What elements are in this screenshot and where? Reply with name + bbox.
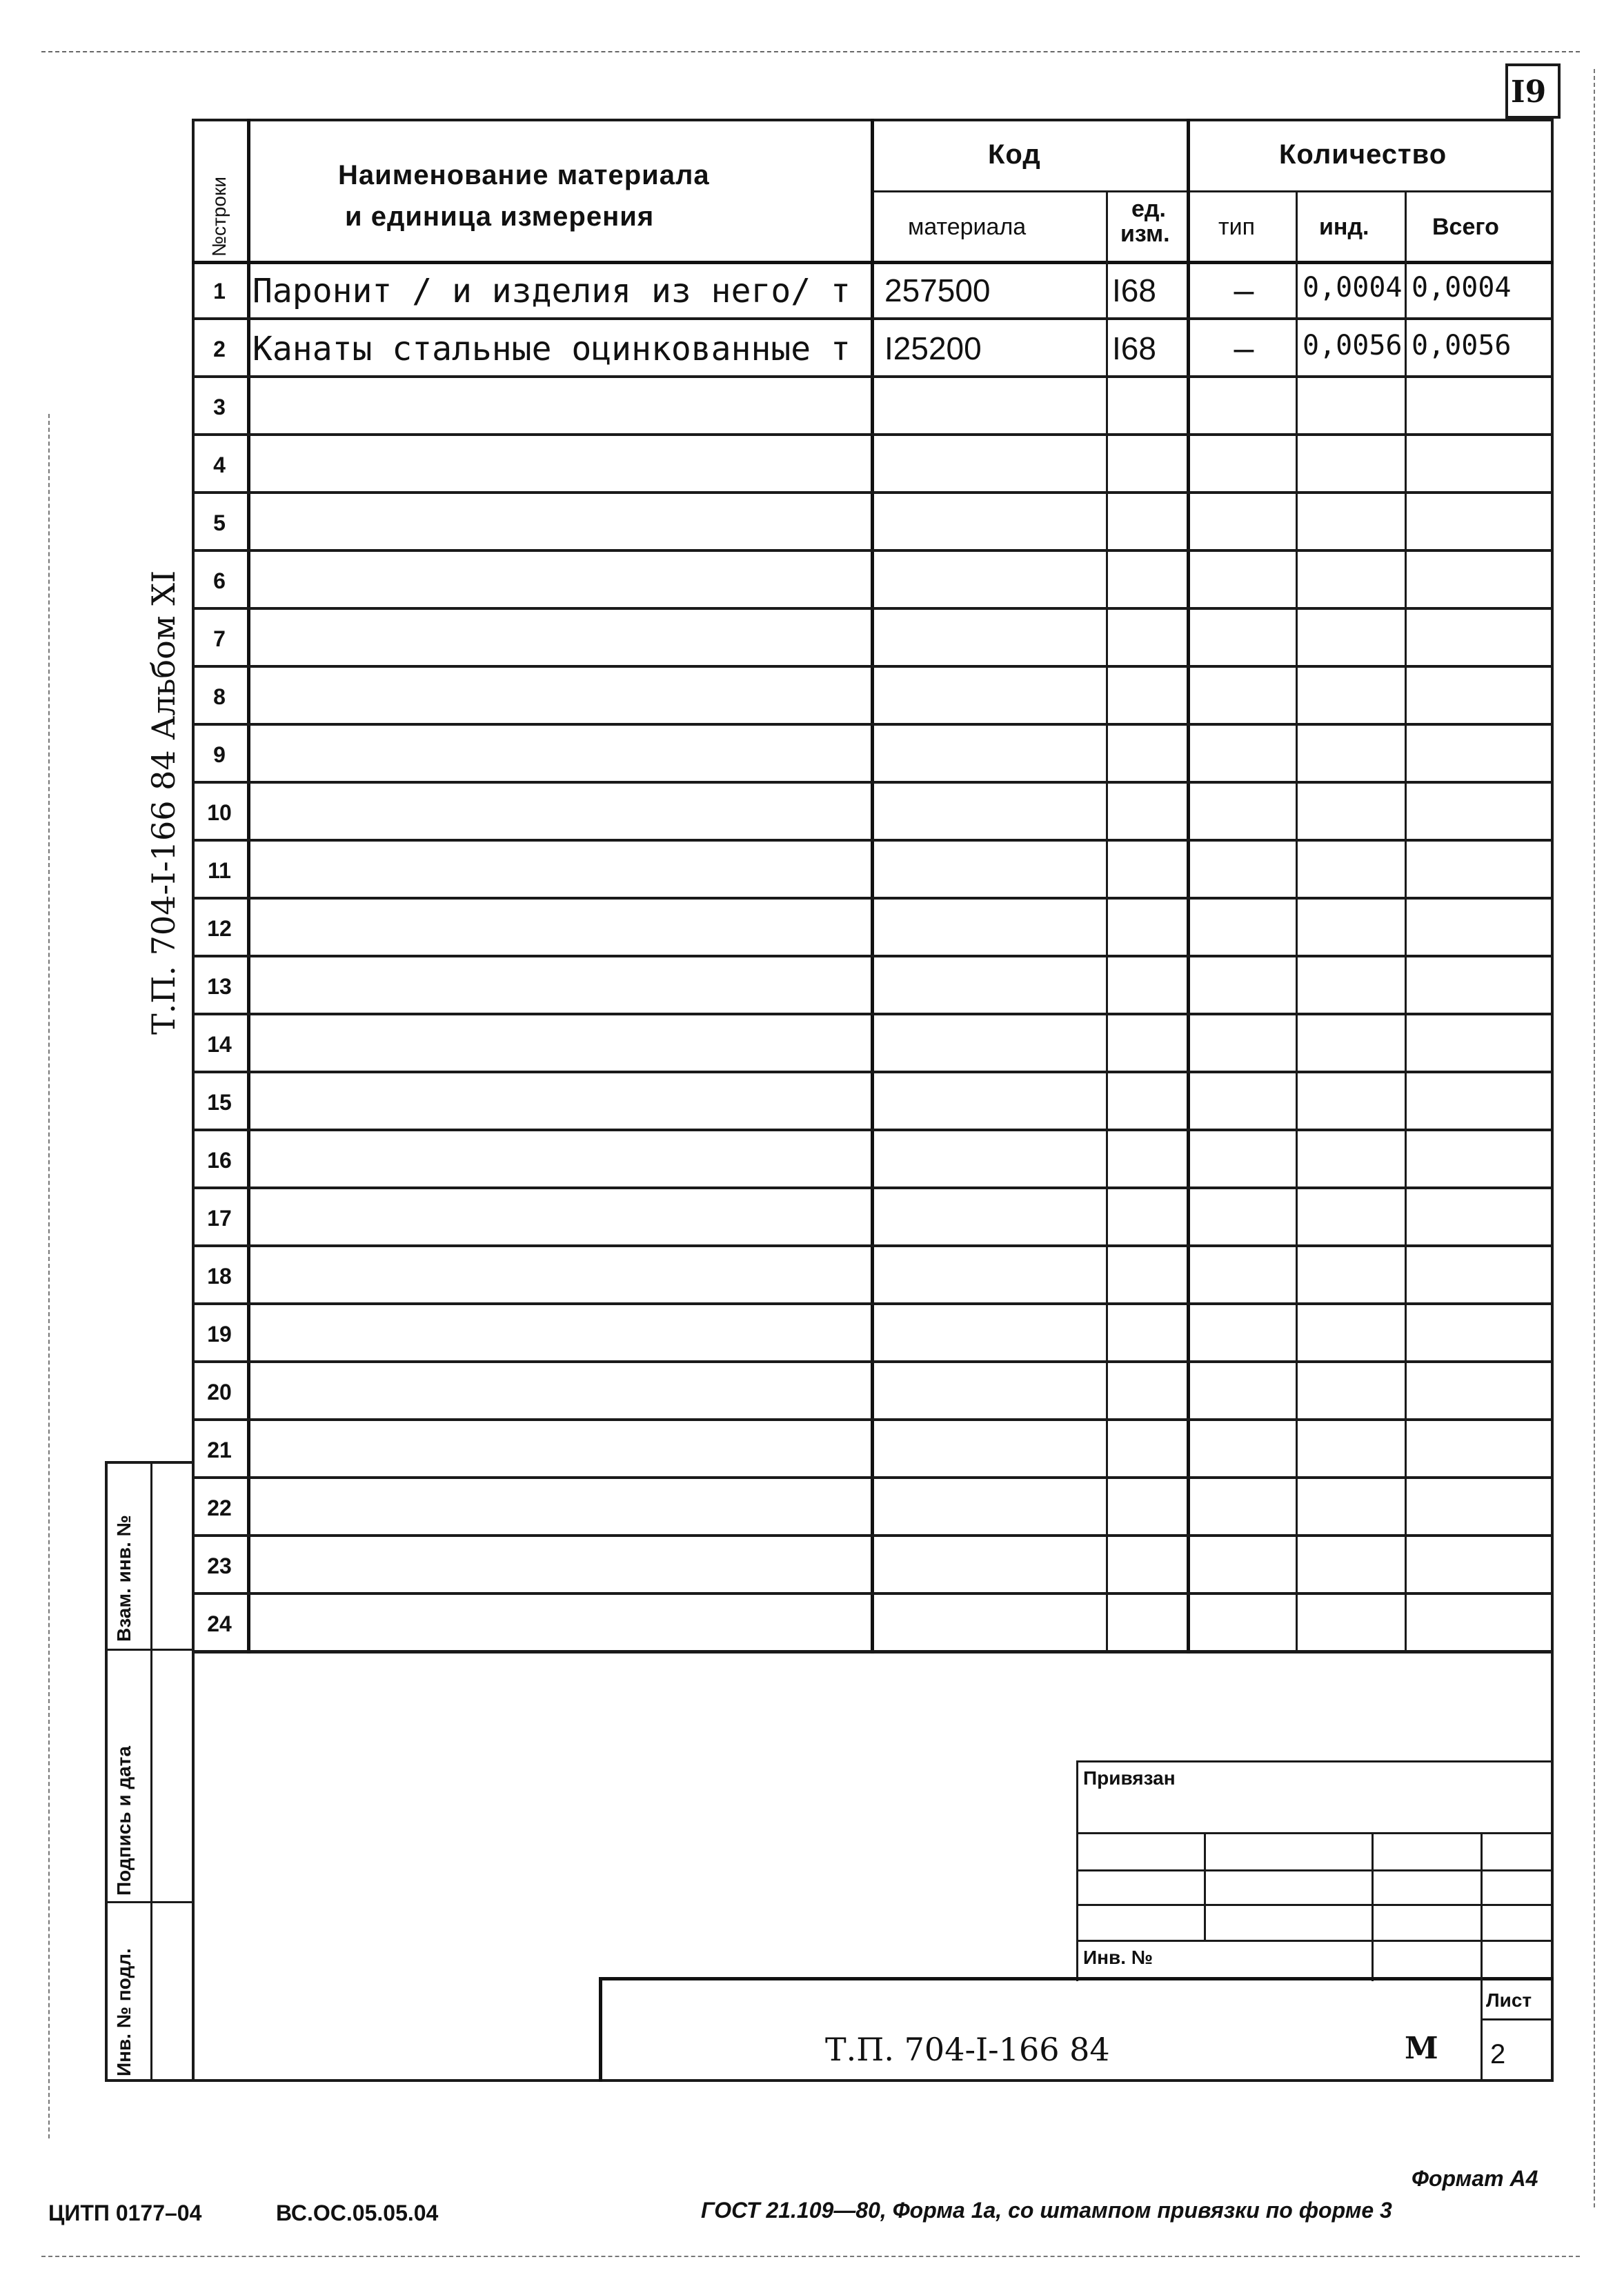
table-row	[192, 552, 1554, 610]
table-row	[192, 1537, 1554, 1595]
header-unit: ед.	[1131, 196, 1166, 222]
footer-mid: ВС.ОС.05.05.04	[276, 2201, 439, 2225]
row-number: 3	[213, 395, 226, 419]
stamp-letter: М	[1405, 2031, 1438, 2066]
row-number: 9	[213, 742, 226, 767]
row-number: 21	[207, 1438, 232, 1462]
row-number: 5	[213, 510, 226, 535]
header-name-line2: и единица измерения	[345, 201, 655, 232]
table-body	[192, 262, 1554, 1654]
page-left-edge	[48, 414, 51, 2138]
row-number: 23	[207, 1553, 232, 1578]
table-row	[192, 1131, 1554, 1189]
row-number: 20	[207, 1380, 232, 1404]
table-row	[192, 784, 1554, 842]
table-row	[192, 494, 1554, 552]
row-number: 8	[213, 684, 226, 709]
row-number: 22	[207, 1496, 232, 1520]
row-number: 14	[207, 1032, 232, 1057]
table-row	[192, 436, 1554, 494]
footer-right: ГОСТ 21.109—80, Форма 1а, со штампом привязки по форме 3	[701, 2198, 1392, 2223]
table-row	[192, 320, 1554, 378]
table-row	[192, 1363, 1554, 1421]
stamp-list-value: 2	[1490, 2039, 1506, 2069]
page-bottom-edge	[41, 2256, 1580, 2258]
table-row	[192, 1015, 1554, 1073]
stamp-doc-code: Т.П. 704-I-166 84	[825, 2031, 1110, 2068]
page-top-edge	[41, 51, 1580, 54]
row-number: 13	[207, 974, 232, 999]
footer-format: Формат А4	[1412, 2166, 1538, 2191]
header-total: Всего	[1432, 214, 1499, 240]
table-row	[192, 726, 1554, 784]
row-number: 19	[207, 1322, 232, 1347]
row-number: 10	[207, 800, 232, 825]
header-unit2: изм.	[1120, 221, 1170, 247]
cell-code: 257500	[884, 272, 991, 308]
row-number: 17	[207, 1206, 232, 1231]
stamp-privyazan: Привязан	[1083, 1767, 1176, 1789]
table-row	[192, 378, 1554, 436]
header-quantity: Количество	[1279, 139, 1447, 170]
cell-ind: 0,0056	[1303, 330, 1403, 361]
side-stamp-vzam: Взам. инв. №	[113, 1515, 135, 1642]
stamp-inv-no: Инв. №	[1083, 1947, 1153, 1968]
table-row	[192, 1421, 1554, 1479]
row-number: 12	[207, 916, 232, 941]
header-type: тип	[1218, 214, 1255, 240]
cell-code: I25200	[884, 330, 982, 366]
row-number: 11	[208, 858, 231, 883]
cell-type: –	[1234, 330, 1254, 368]
header-row-no: №строки	[208, 177, 230, 257]
header-code: Код	[988, 139, 1041, 170]
page-right-edge	[1594, 69, 1596, 2207]
page-number: I9	[1511, 75, 1547, 110]
header-ind: инд.	[1319, 214, 1369, 240]
cell-total: 0,0056	[1412, 330, 1512, 361]
cell-type: –	[1234, 272, 1254, 310]
row-number: 24	[207, 1611, 232, 1636]
row-number: 16	[207, 1148, 232, 1173]
table-row	[192, 1247, 1554, 1305]
table-row	[192, 1595, 1554, 1653]
cell-unit: I68	[1112, 272, 1156, 308]
row-number: 18	[207, 1264, 232, 1289]
cell-name: Канаты стальные оцинкованные т	[252, 330, 851, 368]
row-number: 7	[213, 626, 226, 651]
side-stamp-podpis: Подпись и дата	[113, 1746, 135, 1896]
side-title: Т.П. 704-I-166 84 Альбом XI	[145, 570, 182, 1035]
cell-unit: I68	[1112, 330, 1156, 366]
header-material: материала	[908, 214, 1027, 240]
row-number: 1	[213, 279, 226, 304]
table-row	[192, 1305, 1554, 1363]
table-row	[192, 900, 1554, 957]
cell-ind: 0,0004	[1303, 272, 1403, 304]
row-number: 2	[213, 337, 226, 361]
table-row	[192, 610, 1554, 668]
table-row	[192, 1189, 1554, 1247]
side-stamp-inv-podl: Инв. № подл.	[113, 1948, 135, 2076]
table-row	[192, 957, 1554, 1015]
cell-name: Паронит / и изделия из него/ т	[252, 272, 851, 310]
table-row	[192, 842, 1554, 900]
table-row	[192, 668, 1554, 726]
row-number: 4	[213, 453, 226, 477]
table-row	[192, 262, 1554, 320]
footer-left: ЦИТП 0177–04	[48, 2201, 202, 2225]
table-row	[192, 1073, 1554, 1131]
cell-total: 0,0004	[1412, 272, 1512, 304]
stamp-list-label: Лист	[1486, 1989, 1532, 2011]
row-number: 15	[207, 1090, 232, 1115]
header-name: Наименование материала	[338, 160, 710, 190]
table-row	[192, 1479, 1554, 1537]
row-number: 6	[213, 568, 226, 593]
lower-frame	[192, 1654, 1554, 2082]
